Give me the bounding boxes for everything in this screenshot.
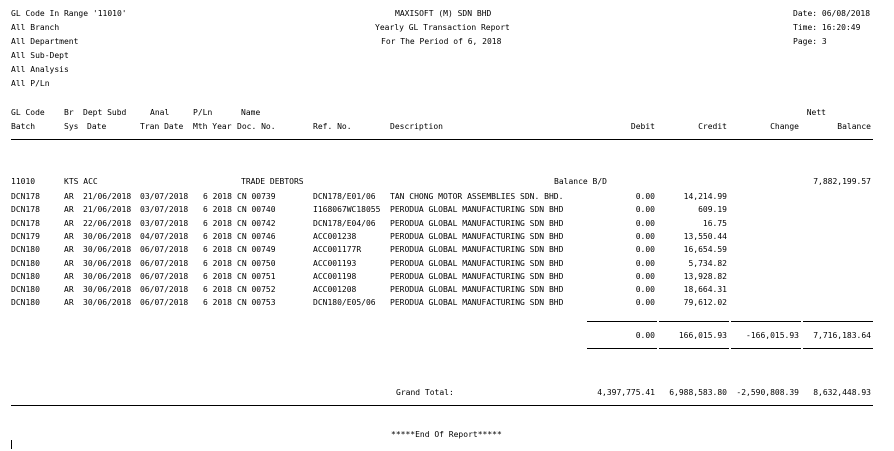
balance-bd-label: Balance B/D [554,177,607,186]
row-date: 30/06/2018 [83,245,132,255]
row-sys: AR [64,258,74,268]
row-debit: 0.00 [635,231,655,241]
report-date: Date: 06/08/2018 [793,9,871,18]
row-batch: DCN180 [11,271,40,281]
row-ref: I168067WC18055 [313,205,381,215]
col-anal: Anal [150,108,170,117]
row-tran-date: 03/07/2018 [140,205,189,215]
row-sys: AR [64,192,74,201]
row-desc: PERODUA GLOBAL MANUFACTURING SDN BHD [390,285,564,295]
row-credit: 16.75 [702,218,727,228]
end-of-report: *****End Of Report***** [391,430,502,439]
row-doc: CN 00750 [237,258,276,268]
balance-bd-value: 7,882,199.57 [813,177,871,186]
row-mth-year: 6 2018 [203,245,232,255]
row-mth-year: 6 2018 [203,298,232,308]
subtotal-credit: 166,015.93 [678,331,727,340]
row-date: 30/06/2018 [83,231,132,241]
grand-total-change: -2,590,808.39 [736,388,799,397]
col-pln: P/Ln [193,108,213,117]
row-sys: AR [64,285,74,295]
col-change: Change [770,122,799,131]
row-mth-year: 6 2018 [203,231,232,241]
row-tran-date: 06/07/2018 [140,258,189,268]
col-description: Description [390,122,443,131]
row-sys: AR [64,205,74,215]
row-sys: AR [64,218,74,228]
grand-total-balance: 8,632,448.93 [813,388,871,397]
row-credit: 609.19 [698,205,727,215]
row-ref: DCN180/E05/06 [313,298,376,308]
row-mth-year: 6 2018 [203,205,232,215]
grand-total-debit: 4,397,775.41 [597,388,655,397]
row-debit: 0.00 [635,285,655,295]
row-tran-date: 04/07/2018 [140,231,189,241]
header-department: All Department [11,37,79,46]
header-gl-range: GL Code In Range '11010' [11,9,127,18]
col-date: Date [87,122,107,131]
subtotal-debit-rule-bottom [587,348,657,349]
row-tran-date: 06/07/2018 [140,298,189,308]
row-debit: 0.00 [635,192,655,201]
subtotal-balance: 7,716,183.64 [813,331,871,340]
row-mth-year: 6 2018 [203,258,232,268]
header-sub-dept: All Sub-Dept [11,51,69,60]
row-debit: 0.00 [635,245,655,255]
row-doc: CN 00740 [237,205,276,215]
row-batch: DCN180 [11,258,40,268]
row-sys: AR [64,298,74,308]
grand-total-label: Grand Total: [396,388,454,397]
header-branch: All Branch [11,23,60,32]
report-title: Yearly GL Transaction Report [375,23,510,32]
row-batch: DCN179 [11,231,40,241]
row-mth-year: 6 2018 [203,218,232,228]
row-desc: PERODUA GLOBAL MANUFACTURING SDN BHD [390,245,564,255]
row-ref: ACC001198 [313,271,357,281]
row-batch: DCN178 [11,192,40,201]
row-date: 30/06/2018 [83,271,132,281]
row-tran-date: 06/07/2018 [140,271,189,281]
subtotal-change-rule-bottom [731,348,801,349]
row-sys: AR [64,231,74,241]
row-batch: DCN178 [11,218,40,228]
row-desc: TAN CHONG MOTOR ASSEMBLIES SDN. BHD. [390,192,564,201]
subtotal-balance-rule-top [803,321,873,322]
row-date: 21/06/2018 [83,192,132,201]
row-doc: CN 00751 [237,271,276,281]
grand-total-credit: 6,988,583.80 [669,388,727,397]
report-page: Page: 3 [793,37,827,46]
col-balance: Balance [837,122,871,131]
row-debit: 0.00 [635,205,655,215]
row-tran-date: 03/07/2018 [140,192,189,201]
row-desc: PERODUA GLOBAL MANUFACTURING SDN BHD [390,271,564,281]
row-desc: PERODUA GLOBAL MANUFACTURING SDN BHD [390,205,564,215]
row-doc: CN 00752 [237,285,276,295]
row-batch: DCN178 [11,205,40,215]
row-mth-year: 6 2018 [203,192,232,201]
company-name: MAXISOFT (M) SDN BHD [395,9,492,18]
row-doc: CN 00753 [237,298,276,308]
row-credit: 13,550.44 [683,231,727,241]
row-batch: DCN180 [11,245,40,255]
subtotal-debit: 0.00 [635,331,655,340]
row-batch: DCN180 [11,298,40,308]
row-date: 21/06/2018 [83,205,132,215]
row-sys: AR [64,271,74,281]
row-debit: 0.00 [635,271,655,281]
row-debit: 0.00 [635,298,655,308]
col-gl-code: GL Code [11,108,45,117]
row-batch: DCN180 [11,285,40,295]
col-dept-subd: Dept Subd [83,108,127,117]
row-ref: ACC001193 [313,258,357,268]
row-tran-date: 03/07/2018 [140,218,189,228]
row-ref: DCN178/E01/06 [313,192,376,201]
row-doc: CN 00749 [237,245,276,255]
row-debit: 0.00 [635,258,655,268]
col-name: Name [241,108,261,117]
row-desc: PERODUA GLOBAL MANUFACTURING SDN BHD [390,231,564,241]
col-nett: Nett [806,108,826,117]
account-type: TRADE DEBTORS [241,177,304,186]
col-credit: Credit [698,122,727,131]
report-period: For The Period of 6, 2018 [381,37,502,46]
col-doc-no: Doc. No. [237,122,276,131]
row-credit: 14,214.99 [683,192,727,201]
col-br: Br [64,108,74,117]
row-ref: ACC001177R [313,245,362,255]
row-mth-year: 6 2018 [203,271,232,281]
account-name: KTS ACC [64,177,98,186]
header-analysis: All Analysis [11,65,69,74]
row-credit: 79,612.02 [683,298,727,308]
row-date: 22/06/2018 [83,218,132,228]
row-debit: 0.00 [635,218,655,228]
col-tran-date: Tran Date [140,122,184,131]
row-credit: 13,928.82 [683,271,727,281]
row-doc: CN 00746 [237,231,276,241]
row-credit: 16,654.59 [683,245,727,255]
account-code: 11010 [11,177,36,186]
header-pln: All P/Ln [11,79,50,88]
subtotal-change: -166,015.93 [746,331,799,340]
row-sys: AR [64,245,74,255]
subtotal-credit-rule-bottom [659,348,729,349]
row-credit: 18,664.31 [683,285,727,295]
row-desc: PERODUA GLOBAL MANUFACTURING SDN BHD [390,218,564,228]
subtotal-credit-rule-top [659,321,729,322]
row-date: 30/06/2018 [83,285,132,295]
col-mth-year: Mth Year [193,122,232,131]
row-ref: ACC001208 [313,285,357,295]
row-tran-date: 06/07/2018 [140,285,189,295]
row-doc: CN 00742 [237,218,276,228]
subtotal-balance-rule-bottom [803,348,873,349]
grand-total-divider [11,405,873,406]
row-doc: CN 00739 [237,192,276,201]
col-batch: Batch [11,122,36,131]
row-date: 30/06/2018 [83,258,132,268]
subtotal-change-rule-top [731,321,801,322]
row-credit: 5,734.82 [688,258,727,268]
row-tran-date: 06/07/2018 [140,245,189,255]
row-desc: PERODUA GLOBAL MANUFACTURING SDN BHD [390,298,564,308]
row-mth-year: 6 2018 [203,285,232,295]
report-time: Time: 16:20:49 [793,23,861,32]
col-sys: Sys [64,122,79,131]
row-desc: PERODUA GLOBAL MANUFACTURING SDN BHD [390,258,564,268]
header-divider [11,139,873,140]
text-cursor [11,440,12,449]
col-debit: Debit [630,122,655,131]
subtotal-debit-rule-top [587,321,657,322]
col-ref-no: Ref. No. [313,122,352,131]
row-ref: DCN178/E04/06 [313,218,376,228]
row-ref: ACC001238 [313,231,357,241]
row-date: 30/06/2018 [83,298,132,308]
